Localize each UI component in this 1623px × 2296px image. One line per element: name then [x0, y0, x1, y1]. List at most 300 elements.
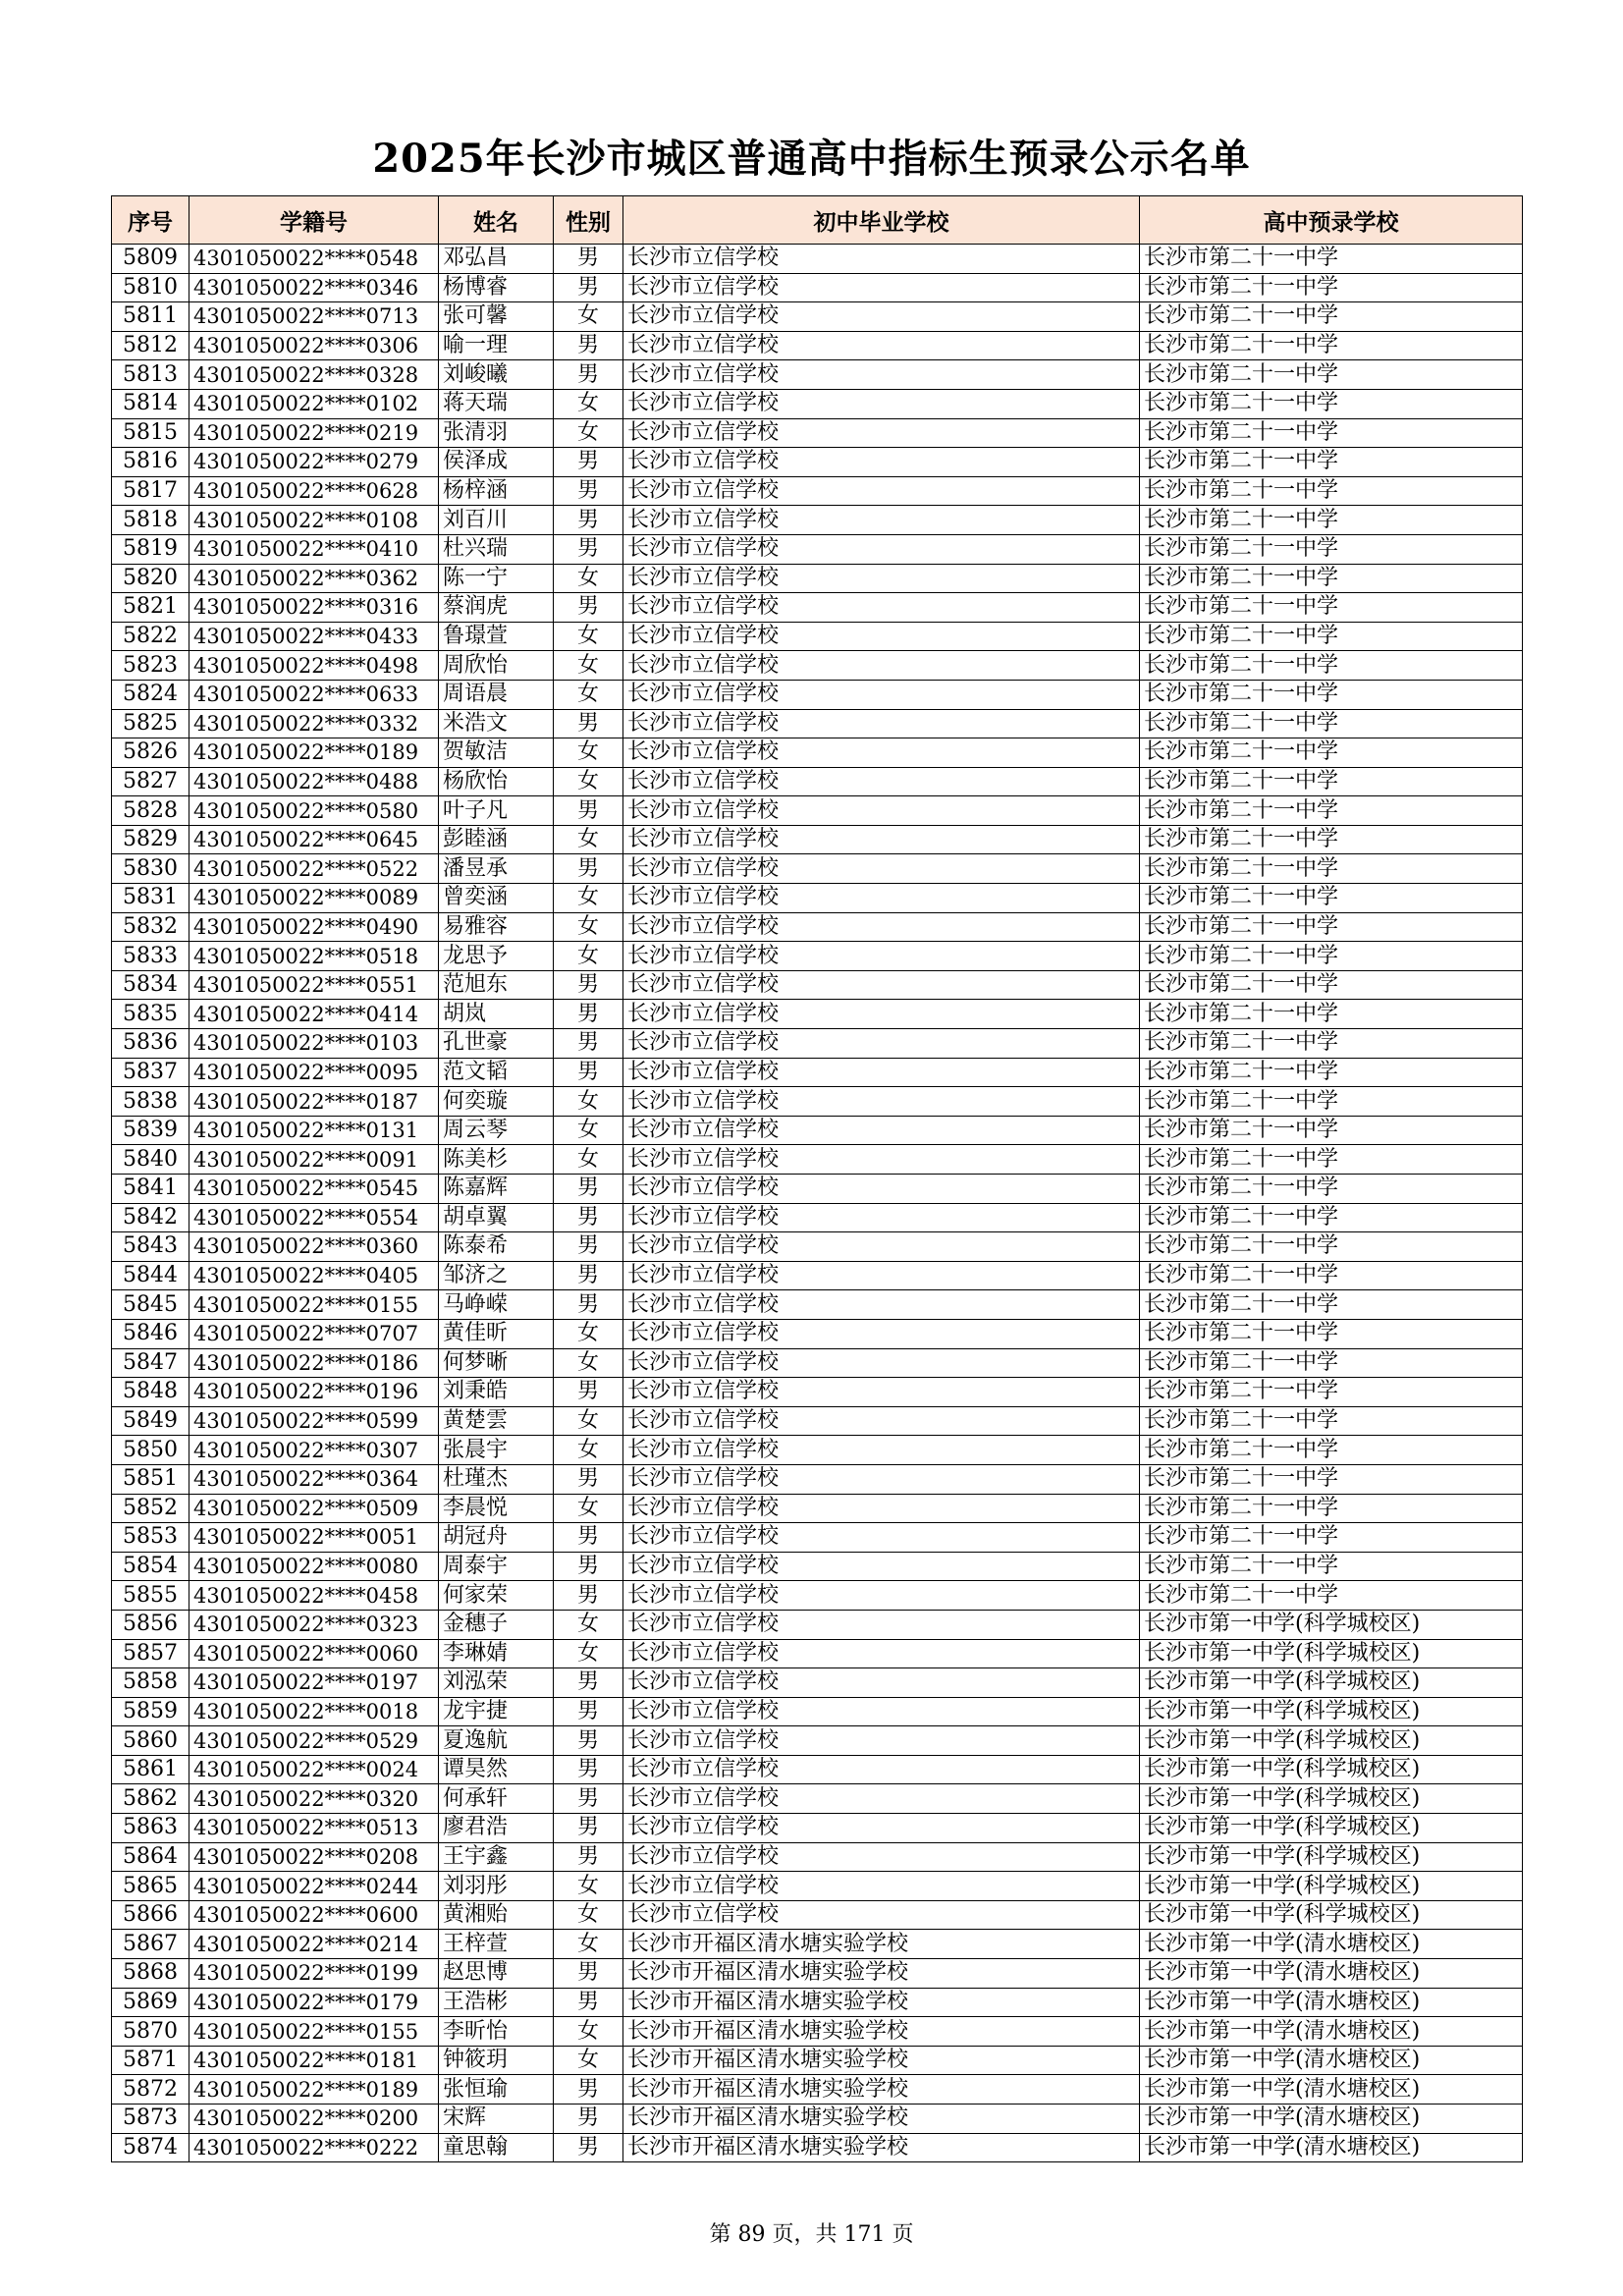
cell-name: 鲁璟萱	[439, 622, 554, 651]
cell-seq: 5820	[112, 564, 189, 593]
cell-gender: 男	[554, 796, 623, 826]
cell-high-school: 长沙市第二十一中学	[1140, 1378, 1523, 1407]
cell-middle-school: 长沙市立信学校	[623, 1406, 1140, 1436]
table-row	[112, 245, 1523, 274]
cell-middle-school: 长沙市立信学校	[623, 1319, 1140, 1348]
cell-middle-school: 长沙市立信学校	[623, 1872, 1140, 1901]
table-row	[112, 970, 1523, 1000]
table-row	[112, 1726, 1523, 1756]
cell-gender: 男	[554, 709, 623, 738]
cell-student-id: 4301050022****0599	[189, 1406, 439, 1436]
cell-gender: 女	[554, 651, 623, 681]
cell-high-school: 长沙市第二十一中学	[1140, 1319, 1523, 1348]
cell-seq: 5843	[112, 1232, 189, 1262]
cell-student-id: 4301050022****0580	[189, 796, 439, 826]
cell-student-id: 4301050022****0529	[189, 1726, 439, 1756]
cell-gender: 男	[554, 1175, 623, 1204]
cell-gender: 男	[554, 1378, 623, 1407]
cell-seq: 5826	[112, 738, 189, 768]
cell-seq: 5817	[112, 476, 189, 506]
table-row	[112, 448, 1523, 477]
cell-name: 刘秉皓	[439, 1378, 554, 1407]
table-row	[112, 738, 1523, 768]
cell-high-school: 长沙市第二十一中学	[1140, 942, 1523, 971]
cell-name: 杜瑾杰	[439, 1464, 554, 1494]
cell-student-id: 4301050022****0518	[189, 942, 439, 971]
cell-high-school: 长沙市第二十一中学	[1140, 796, 1523, 826]
cell-gender: 女	[554, 1494, 623, 1523]
cell-middle-school: 长沙市立信学校	[623, 1232, 1140, 1262]
cell-high-school: 长沙市第二十一中学	[1140, 680, 1523, 709]
cell-student-id: 4301050022****0713	[189, 302, 439, 332]
table-row	[112, 1464, 1523, 1494]
cell-seq: 5810	[112, 273, 189, 302]
cell-seq: 5833	[112, 942, 189, 971]
table-row	[112, 1668, 1523, 1698]
cell-high-school: 长沙市第二十一中学	[1140, 564, 1523, 593]
cell-gender: 女	[554, 1872, 623, 1901]
cell-middle-school: 长沙市开福区清水塘实验学校	[623, 1959, 1140, 1989]
cell-gender: 女	[554, 825, 623, 854]
cell-name: 侯泽成	[439, 448, 554, 477]
cell-gender: 男	[554, 1988, 623, 2017]
cell-middle-school: 长沙市立信学校	[623, 1494, 1140, 1523]
table-row	[112, 1988, 1523, 2017]
cell-middle-school: 长沙市立信学校	[623, 1116, 1140, 1145]
cell-name: 易雅容	[439, 912, 554, 942]
cell-name: 蒋天瑞	[439, 389, 554, 418]
table-row	[112, 2017, 1523, 2047]
cell-high-school: 长沙市第二十一中学	[1140, 389, 1523, 418]
cell-name: 何奕璇	[439, 1087, 554, 1117]
cell-seq: 5827	[112, 767, 189, 796]
cell-middle-school: 长沙市开福区清水塘实验学校	[623, 1930, 1140, 1959]
cell-name: 李昕怡	[439, 2017, 554, 2047]
cell-seq: 5859	[112, 1697, 189, 1726]
cell-name: 孔世豪	[439, 1029, 554, 1059]
cell-middle-school: 长沙市立信学校	[623, 302, 1140, 332]
cell-gender: 女	[554, 1145, 623, 1175]
cell-student-id: 4301050022****0346	[189, 273, 439, 302]
table-row	[112, 564, 1523, 593]
cell-name: 胡卓翼	[439, 1203, 554, 1232]
cell-student-id: 4301050022****0707	[189, 1319, 439, 1348]
cell-name: 龙宇捷	[439, 1697, 554, 1726]
cell-student-id: 4301050022****0279	[189, 448, 439, 477]
cell-middle-school: 长沙市立信学校	[623, 680, 1140, 709]
cell-student-id: 4301050022****0051	[189, 1523, 439, 1553]
table-row	[112, 1261, 1523, 1290]
cell-student-id: 4301050022****0222	[189, 2133, 439, 2162]
cell-gender: 男	[554, 1726, 623, 1756]
cell-high-school: 长沙市第二十一中学	[1140, 1232, 1523, 1262]
cell-name: 张清羽	[439, 418, 554, 448]
cell-gender: 女	[554, 1610, 623, 1639]
table-body	[112, 245, 1523, 2162]
table-row	[112, 1203, 1523, 1232]
cell-seq: 5845	[112, 1290, 189, 1320]
table-row	[112, 1872, 1523, 1901]
cell-seq: 5831	[112, 884, 189, 913]
table-row	[112, 1145, 1523, 1175]
table-row	[112, 2046, 1523, 2075]
cell-high-school: 长沙市第二十一中学	[1140, 1058, 1523, 1087]
cell-seq: 5850	[112, 1436, 189, 1465]
student-table	[111, 195, 1523, 2162]
cell-gender: 女	[554, 884, 623, 913]
table-row	[112, 1232, 1523, 1262]
header-seq: 序号	[112, 196, 189, 245]
cell-name: 童思翰	[439, 2133, 554, 2162]
cell-middle-school: 长沙市立信学校	[623, 912, 1140, 942]
cell-name: 杜兴瑞	[439, 534, 554, 564]
cell-seq: 5857	[112, 1639, 189, 1668]
cell-middle-school: 长沙市立信学校	[623, 1175, 1140, 1204]
table-row	[112, 1378, 1523, 1407]
cell-student-id: 4301050022****0131	[189, 1116, 439, 1145]
table-row	[112, 825, 1523, 854]
cell-gender: 男	[554, 1000, 623, 1029]
cell-name: 邹济之	[439, 1261, 554, 1290]
cell-high-school: 长沙市第二十一中学	[1140, 1348, 1523, 1378]
cell-high-school: 长沙市第二十一中学	[1140, 767, 1523, 796]
cell-gender: 女	[554, 1116, 623, 1145]
cell-middle-school: 长沙市立信学校	[623, 970, 1140, 1000]
cell-seq: 5862	[112, 1784, 189, 1814]
table-row	[112, 273, 1523, 302]
cell-seq: 5865	[112, 1872, 189, 1901]
table-row	[112, 1581, 1523, 1611]
cell-high-school: 长沙市第二十一中学	[1140, 1261, 1523, 1290]
cell-student-id: 4301050022****0360	[189, 1232, 439, 1262]
cell-seq: 5818	[112, 506, 189, 535]
cell-seq: 5854	[112, 1552, 189, 1581]
table-row	[112, 2133, 1523, 2162]
cell-high-school: 长沙市第一中学(清水塘校区)	[1140, 1988, 1523, 2017]
cell-seq: 5814	[112, 389, 189, 418]
cell-gender: 女	[554, 1900, 623, 1930]
cell-high-school: 长沙市第一中学(清水塘校区)	[1140, 1930, 1523, 1959]
cell-gender: 男	[554, 1755, 623, 1784]
cell-gender: 男	[554, 2133, 623, 2162]
cell-name: 周语晨	[439, 680, 554, 709]
cell-seq: 5868	[112, 1959, 189, 1989]
cell-high-school: 长沙市第二十一中学	[1140, 1523, 1523, 1553]
cell-seq: 5842	[112, 1203, 189, 1232]
cell-middle-school: 长沙市立信学校	[623, 1203, 1140, 1232]
cell-middle-school: 长沙市立信学校	[623, 767, 1140, 796]
cell-middle-school: 长沙市立信学校	[623, 738, 1140, 768]
table-row	[112, 2105, 1523, 2134]
cell-high-school: 长沙市第二十一中学	[1140, 884, 1523, 913]
table-row	[112, 476, 1523, 506]
page-title: 2025年长沙市城区普通高中指标生预录公示名单	[372, 136, 1251, 182]
cell-middle-school: 长沙市立信学校	[623, 1058, 1140, 1087]
cell-student-id: 4301050022****0095	[189, 1058, 439, 1087]
cell-name: 刘泓荣	[439, 1668, 554, 1698]
cell-seq: 5839	[112, 1116, 189, 1145]
cell-name: 胡冠舟	[439, 1523, 554, 1553]
cell-gender: 男	[554, 506, 623, 535]
cell-seq: 5867	[112, 1930, 189, 1959]
cell-seq: 5846	[112, 1319, 189, 1348]
cell-gender: 女	[554, 738, 623, 768]
cell-student-id: 4301050022****0080	[189, 1552, 439, 1581]
table-row	[112, 1175, 1523, 1204]
cell-middle-school: 长沙市立信学校	[623, 273, 1140, 302]
cell-name: 陈美杉	[439, 1145, 554, 1175]
cell-gender: 女	[554, 302, 623, 332]
cell-seq: 5852	[112, 1494, 189, 1523]
cell-gender: 女	[554, 912, 623, 942]
cell-middle-school: 长沙市开福区清水塘实验学校	[623, 2017, 1140, 2047]
cell-gender: 男	[554, 1203, 623, 1232]
cell-gender: 男	[554, 2105, 623, 2134]
cell-middle-school: 长沙市开福区清水塘实验学校	[623, 1988, 1140, 2017]
cell-student-id: 4301050022****0513	[189, 1814, 439, 1843]
cell-middle-school: 长沙市立信学校	[623, 1581, 1140, 1611]
cell-name: 黄湘贻	[439, 1900, 554, 1930]
cell-middle-school: 长沙市立信学校	[623, 796, 1140, 826]
cell-high-school: 长沙市第一中学(清水塘校区)	[1140, 2075, 1523, 2105]
cell-seq: 5863	[112, 1814, 189, 1843]
cell-gender: 女	[554, 1930, 623, 1959]
cell-high-school: 长沙市第二十一中学	[1140, 912, 1523, 942]
cell-name: 金穗子	[439, 1610, 554, 1639]
cell-name: 周欣怡	[439, 651, 554, 681]
cell-seq: 5815	[112, 418, 189, 448]
cell-student-id: 4301050022****0187	[189, 1087, 439, 1117]
cell-middle-school: 长沙市立信学校	[623, 245, 1140, 274]
cell-student-id: 4301050022****0089	[189, 884, 439, 913]
cell-seq: 5847	[112, 1348, 189, 1378]
cell-middle-school: 长沙市立信学校	[623, 1697, 1140, 1726]
table-row	[112, 1116, 1523, 1145]
cell-high-school: 长沙市第二十一中学	[1140, 1116, 1523, 1145]
cell-gender: 女	[554, 622, 623, 651]
cell-name: 杨欣怡	[439, 767, 554, 796]
cell-middle-school: 长沙市立信学校	[623, 1290, 1140, 1320]
table-row	[112, 884, 1523, 913]
cell-seq: 5824	[112, 680, 189, 709]
cell-gender: 女	[554, 1319, 623, 1348]
cell-name: 喻一理	[439, 331, 554, 360]
cell-high-school: 长沙市第一中学(科学城校区)	[1140, 1814, 1523, 1843]
cell-gender: 男	[554, 1784, 623, 1814]
cell-name: 陈泰希	[439, 1232, 554, 1262]
cell-name: 何梦晰	[439, 1348, 554, 1378]
cell-student-id: 4301050022****0307	[189, 1436, 439, 1465]
cell-student-id: 4301050022****0328	[189, 360, 439, 390]
cell-student-id: 4301050022****0214	[189, 1930, 439, 1959]
cell-high-school: 长沙市第一中学(科学城校区)	[1140, 1755, 1523, 1784]
cell-high-school: 长沙市第一中学(科学城校区)	[1140, 1697, 1523, 1726]
cell-gender: 男	[554, 1668, 623, 1698]
cell-name: 刘百川	[439, 506, 554, 535]
cell-gender: 男	[554, 1232, 623, 1262]
cell-gender: 男	[554, 854, 623, 884]
cell-gender: 男	[554, 1814, 623, 1843]
cell-name: 陈一宁	[439, 564, 554, 593]
cell-middle-school: 长沙市立信学校	[623, 1261, 1140, 1290]
cell-seq: 5856	[112, 1610, 189, 1639]
cell-seq: 5866	[112, 1900, 189, 1930]
cell-seq: 5821	[112, 593, 189, 623]
table-row	[112, 2075, 1523, 2105]
cell-gender: 女	[554, 1406, 623, 1436]
cell-middle-school: 长沙市立信学校	[623, 534, 1140, 564]
cell-student-id: 4301050022****0108	[189, 506, 439, 535]
cell-name: 李晨悦	[439, 1494, 554, 1523]
cell-high-school: 长沙市第一中学(清水塘校区)	[1140, 1959, 1523, 1989]
cell-high-school: 长沙市第二十一中学	[1140, 1087, 1523, 1117]
cell-gender: 男	[554, 1464, 623, 1494]
cell-student-id: 4301050022****0628	[189, 476, 439, 506]
cell-gender: 女	[554, 1639, 623, 1668]
cell-high-school: 长沙市第二十一中学	[1140, 1494, 1523, 1523]
table-row	[112, 1436, 1523, 1465]
cell-middle-school: 长沙市立信学校	[623, 593, 1140, 623]
cell-student-id: 4301050022****0155	[189, 1290, 439, 1320]
cell-high-school: 长沙市第二十一中学	[1140, 506, 1523, 535]
cell-name: 周泰宇	[439, 1552, 554, 1581]
table-row	[112, 1406, 1523, 1436]
cell-middle-school: 长沙市立信学校	[623, 1900, 1140, 1930]
cell-student-id: 4301050022****0155	[189, 2017, 439, 2047]
cell-gender: 男	[554, 448, 623, 477]
cell-name: 王宇鑫	[439, 1842, 554, 1872]
cell-middle-school: 长沙市立信学校	[623, 1378, 1140, 1407]
table-row	[112, 709, 1523, 738]
cell-name: 杨博睿	[439, 273, 554, 302]
cell-middle-school: 长沙市开福区清水塘实验学校	[623, 2105, 1140, 2134]
cell-gender: 男	[554, 1697, 623, 1726]
table-row	[112, 1494, 1523, 1523]
cell-seq: 5851	[112, 1464, 189, 1494]
cell-high-school: 长沙市第二十一中学	[1140, 273, 1523, 302]
cell-seq: 5873	[112, 2105, 189, 2134]
cell-seq: 5832	[112, 912, 189, 942]
cell-high-school: 长沙市第一中学(科学城校区)	[1140, 1872, 1523, 1901]
cell-seq: 5872	[112, 2075, 189, 2105]
table-row	[112, 1348, 1523, 1378]
cell-seq: 5813	[112, 360, 189, 390]
cell-gender: 男	[554, 970, 623, 1000]
cell-seq: 5819	[112, 534, 189, 564]
cell-name: 范文韬	[439, 1058, 554, 1087]
cell-student-id: 4301050022****0189	[189, 2075, 439, 2105]
cell-gender: 男	[554, 534, 623, 564]
cell-middle-school: 长沙市立信学校	[623, 1755, 1140, 1784]
cell-high-school: 长沙市第一中学(清水塘校区)	[1140, 2046, 1523, 2075]
cell-student-id: 4301050022****0060	[189, 1639, 439, 1668]
cell-high-school: 长沙市第一中学(清水塘校区)	[1140, 2133, 1523, 2162]
cell-seq: 5837	[112, 1058, 189, 1087]
cell-student-id: 4301050022****0196	[189, 1378, 439, 1407]
cell-gender: 男	[554, 1581, 623, 1611]
cell-seq: 5828	[112, 796, 189, 826]
cell-middle-school: 长沙市立信学校	[623, 1464, 1140, 1494]
table-row	[112, 1755, 1523, 1784]
cell-name: 刘羽彤	[439, 1872, 554, 1901]
table-row	[112, 1319, 1523, 1348]
table-row	[112, 418, 1523, 448]
cell-high-school: 长沙市第二十一中学	[1140, 593, 1523, 623]
cell-high-school: 长沙市第二十一中学	[1140, 1406, 1523, 1436]
cell-gender: 男	[554, 476, 623, 506]
cell-student-id: 4301050022****0200	[189, 2105, 439, 2134]
cell-student-id: 4301050022****0024	[189, 1755, 439, 1784]
cell-gender: 女	[554, 2017, 623, 2047]
cell-student-id: 4301050022****0551	[189, 970, 439, 1000]
table-row	[112, 1900, 1523, 1930]
cell-student-id: 4301050022****0186	[189, 1348, 439, 1378]
cell-middle-school: 长沙市立信学校	[623, 651, 1140, 681]
cell-seq: 5853	[112, 1523, 189, 1553]
cell-seq: 5823	[112, 651, 189, 681]
cell-middle-school: 长沙市立信学校	[623, 389, 1140, 418]
cell-gender: 女	[554, 680, 623, 709]
cell-student-id: 4301050022****0522	[189, 854, 439, 884]
cell-middle-school: 长沙市立信学校	[623, 360, 1140, 390]
cell-middle-school: 长沙市立信学校	[623, 476, 1140, 506]
table-row	[112, 680, 1523, 709]
cell-gender: 男	[554, 1290, 623, 1320]
table-row	[112, 1523, 1523, 1553]
cell-student-id: 4301050022****0410	[189, 534, 439, 564]
cell-name: 宋辉	[439, 2105, 554, 2134]
cell-high-school: 长沙市第一中学(清水塘校区)	[1140, 2017, 1523, 2047]
cell-seq: 5840	[112, 1145, 189, 1175]
cell-high-school: 长沙市第二十一中学	[1140, 418, 1523, 448]
cell-middle-school: 长沙市立信学校	[623, 1639, 1140, 1668]
cell-name: 赵思博	[439, 1959, 554, 1989]
cell-gender: 男	[554, 331, 623, 360]
cell-gender: 女	[554, 389, 623, 418]
cell-name: 马峥嵘	[439, 1290, 554, 1320]
cell-high-school: 长沙市第一中学(科学城校区)	[1140, 1784, 1523, 1814]
cell-gender: 女	[554, 2046, 623, 2075]
cell-middle-school: 长沙市立信学校	[623, 825, 1140, 854]
cell-middle-school: 长沙市立信学校	[623, 1348, 1140, 1378]
cell-student-id: 4301050022****0633	[189, 680, 439, 709]
cell-name: 龙思予	[439, 942, 554, 971]
table-row	[112, 1610, 1523, 1639]
cell-student-id: 4301050022****0488	[189, 767, 439, 796]
cell-high-school: 长沙市第二十一中学	[1140, 738, 1523, 768]
cell-middle-school: 长沙市立信学校	[623, 1087, 1140, 1117]
cell-student-id: 4301050022****0433	[189, 622, 439, 651]
cell-high-school: 长沙市第一中学(科学城校区)	[1140, 1900, 1523, 1930]
cell-seq: 5835	[112, 1000, 189, 1029]
page-footer: 第 89 页，共 171 页	[709, 2222, 914, 2247]
cell-student-id: 4301050022****0600	[189, 1900, 439, 1930]
cell-student-id: 4301050022****0199	[189, 1959, 439, 1989]
table-row	[112, 622, 1523, 651]
cell-high-school: 长沙市第二十一中学	[1140, 651, 1523, 681]
cell-high-school: 长沙市第二十一中学	[1140, 1290, 1523, 1320]
cell-name: 叶子凡	[439, 796, 554, 826]
cell-high-school: 长沙市第二十一中学	[1140, 1000, 1523, 1029]
cell-middle-school: 长沙市立信学校	[623, 1842, 1140, 1872]
table-row	[112, 854, 1523, 884]
cell-student-id: 4301050022****0509	[189, 1494, 439, 1523]
cell-seq: 5841	[112, 1175, 189, 1204]
cell-gender: 男	[554, 1959, 623, 1989]
cell-gender: 男	[554, 360, 623, 390]
cell-middle-school: 长沙市立信学校	[623, 564, 1140, 593]
cell-middle-school: 长沙市立信学校	[623, 506, 1140, 535]
